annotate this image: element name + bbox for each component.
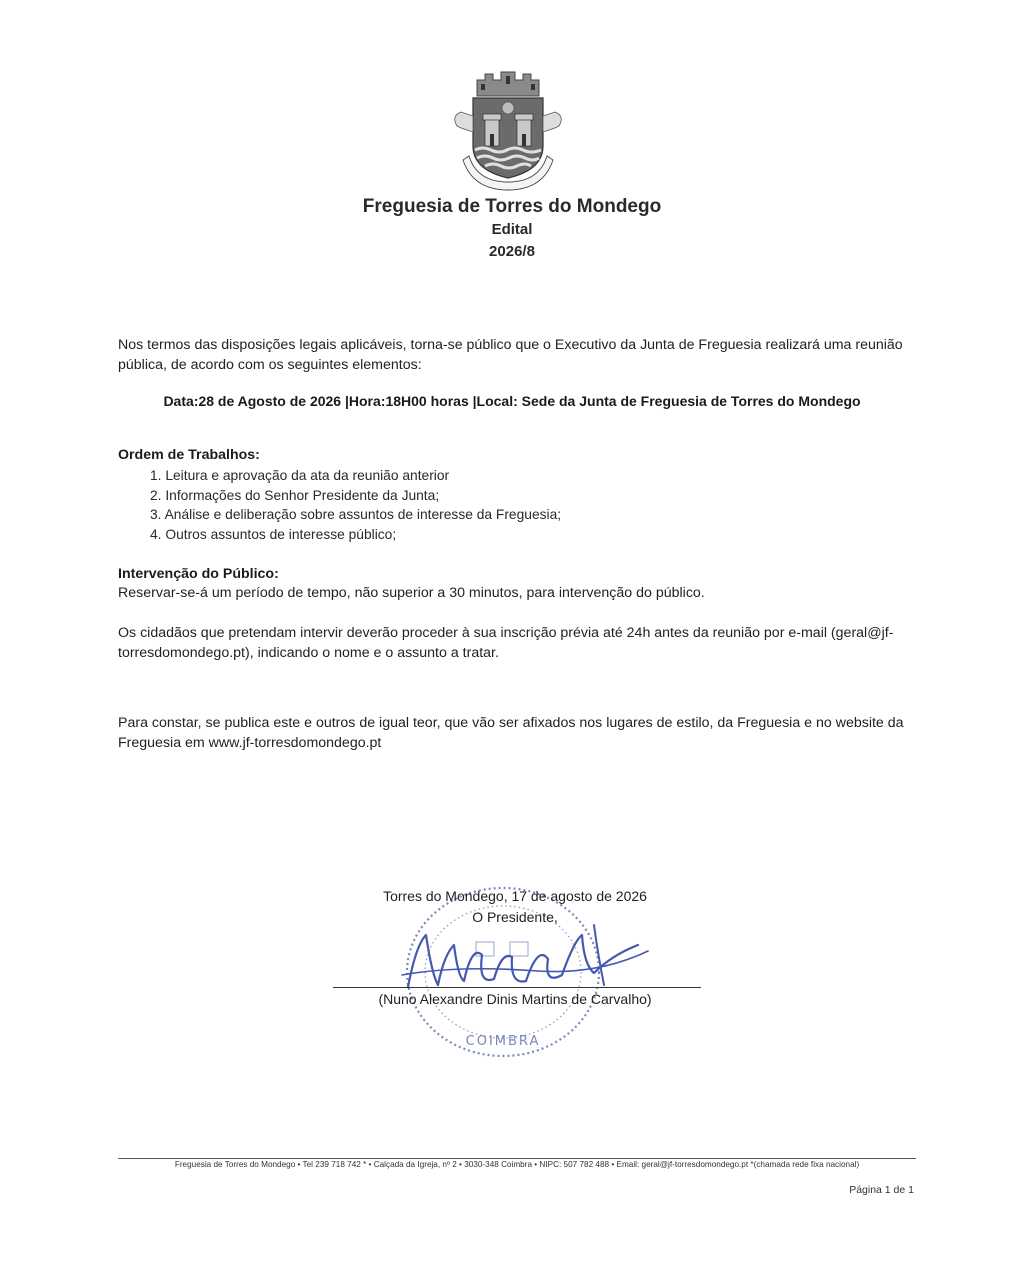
signature-line	[333, 987, 701, 988]
signatory-role: O Presidente,	[472, 909, 558, 925]
agenda-item: 4. Outros assuntos de interesse público;	[150, 526, 397, 542]
agenda-list	[118, 466, 561, 544]
signatory-name: (Nuno Alexandre Dinis Martins de Carvalho)	[378, 991, 652, 1007]
document-type: Edital	[491, 221, 533, 238]
page-number: Página 1 de 1	[849, 1184, 914, 1196]
place-and-date: Torres do Mondego, 17 de agosto de 2026	[383, 888, 647, 904]
agenda-item: 3. Análise e deliberação sobre assuntos de interesse da Freguesia;	[150, 507, 562, 522]
public-intervention-heading: Intervenção do Público:	[118, 566, 279, 582]
footer-contact: Freguesia de Torres do Mondego • Tel 239 718 742 * • Calçada da Igreja, nº 2 • 3030-348 Coimbra • NIPC: 507 782 488 • Email: geral@jf-torresdomondego.pt *(chamada rede fixa nacional)	[174, 1160, 860, 1169]
registration-paragraph: Os cidadãos que pretendam intervir deverão proceder à sua inscrição prévia até 24h antes da reunião por e-mail (geral@jf-torresdomondego.pt), indicando o nome e o assunto a tratar.	[118, 625, 894, 661]
document-title: Freguesia de Torres do Mondego	[362, 196, 662, 217]
coat-of-arms-logo	[443, 66, 573, 194]
closing-paragraph: Para constar, se publica este e outros de igual teor, que vão ser afixados nos lugares de estilo, da Freguesia e no website da Freguesia em www.jf-torresdomondego.pt	[118, 715, 904, 751]
public-intervention-text: Reservar-se-á um período de tempo, não superior a 30 minutos, para intervenção do público.	[118, 585, 705, 601]
agenda-heading: Ordem de Trabalhos:	[118, 447, 260, 463]
agenda-item: 2. Informações do Senhor Presidente da Junta;	[150, 487, 440, 503]
intro-paragraph: Nos termos das disposições legais aplicáveis, torna-se público que o Executivo da Junta de Freguesia realizará uma reunião pública, de acordo com os seguintes elementos:	[118, 337, 903, 373]
meeting-details: Data:28 de Agosto de 2026 |Hora:18H00 horas |Local: Sede da Junta de Freguesia de Torres do Mondego	[163, 393, 861, 409]
agenda-item: 1. Leitura e aprovação da ata da reunião anterior	[150, 468, 450, 483]
stamp-text: COIMBRA	[465, 1034, 541, 1049]
document-number: 2026/8	[489, 243, 535, 260]
